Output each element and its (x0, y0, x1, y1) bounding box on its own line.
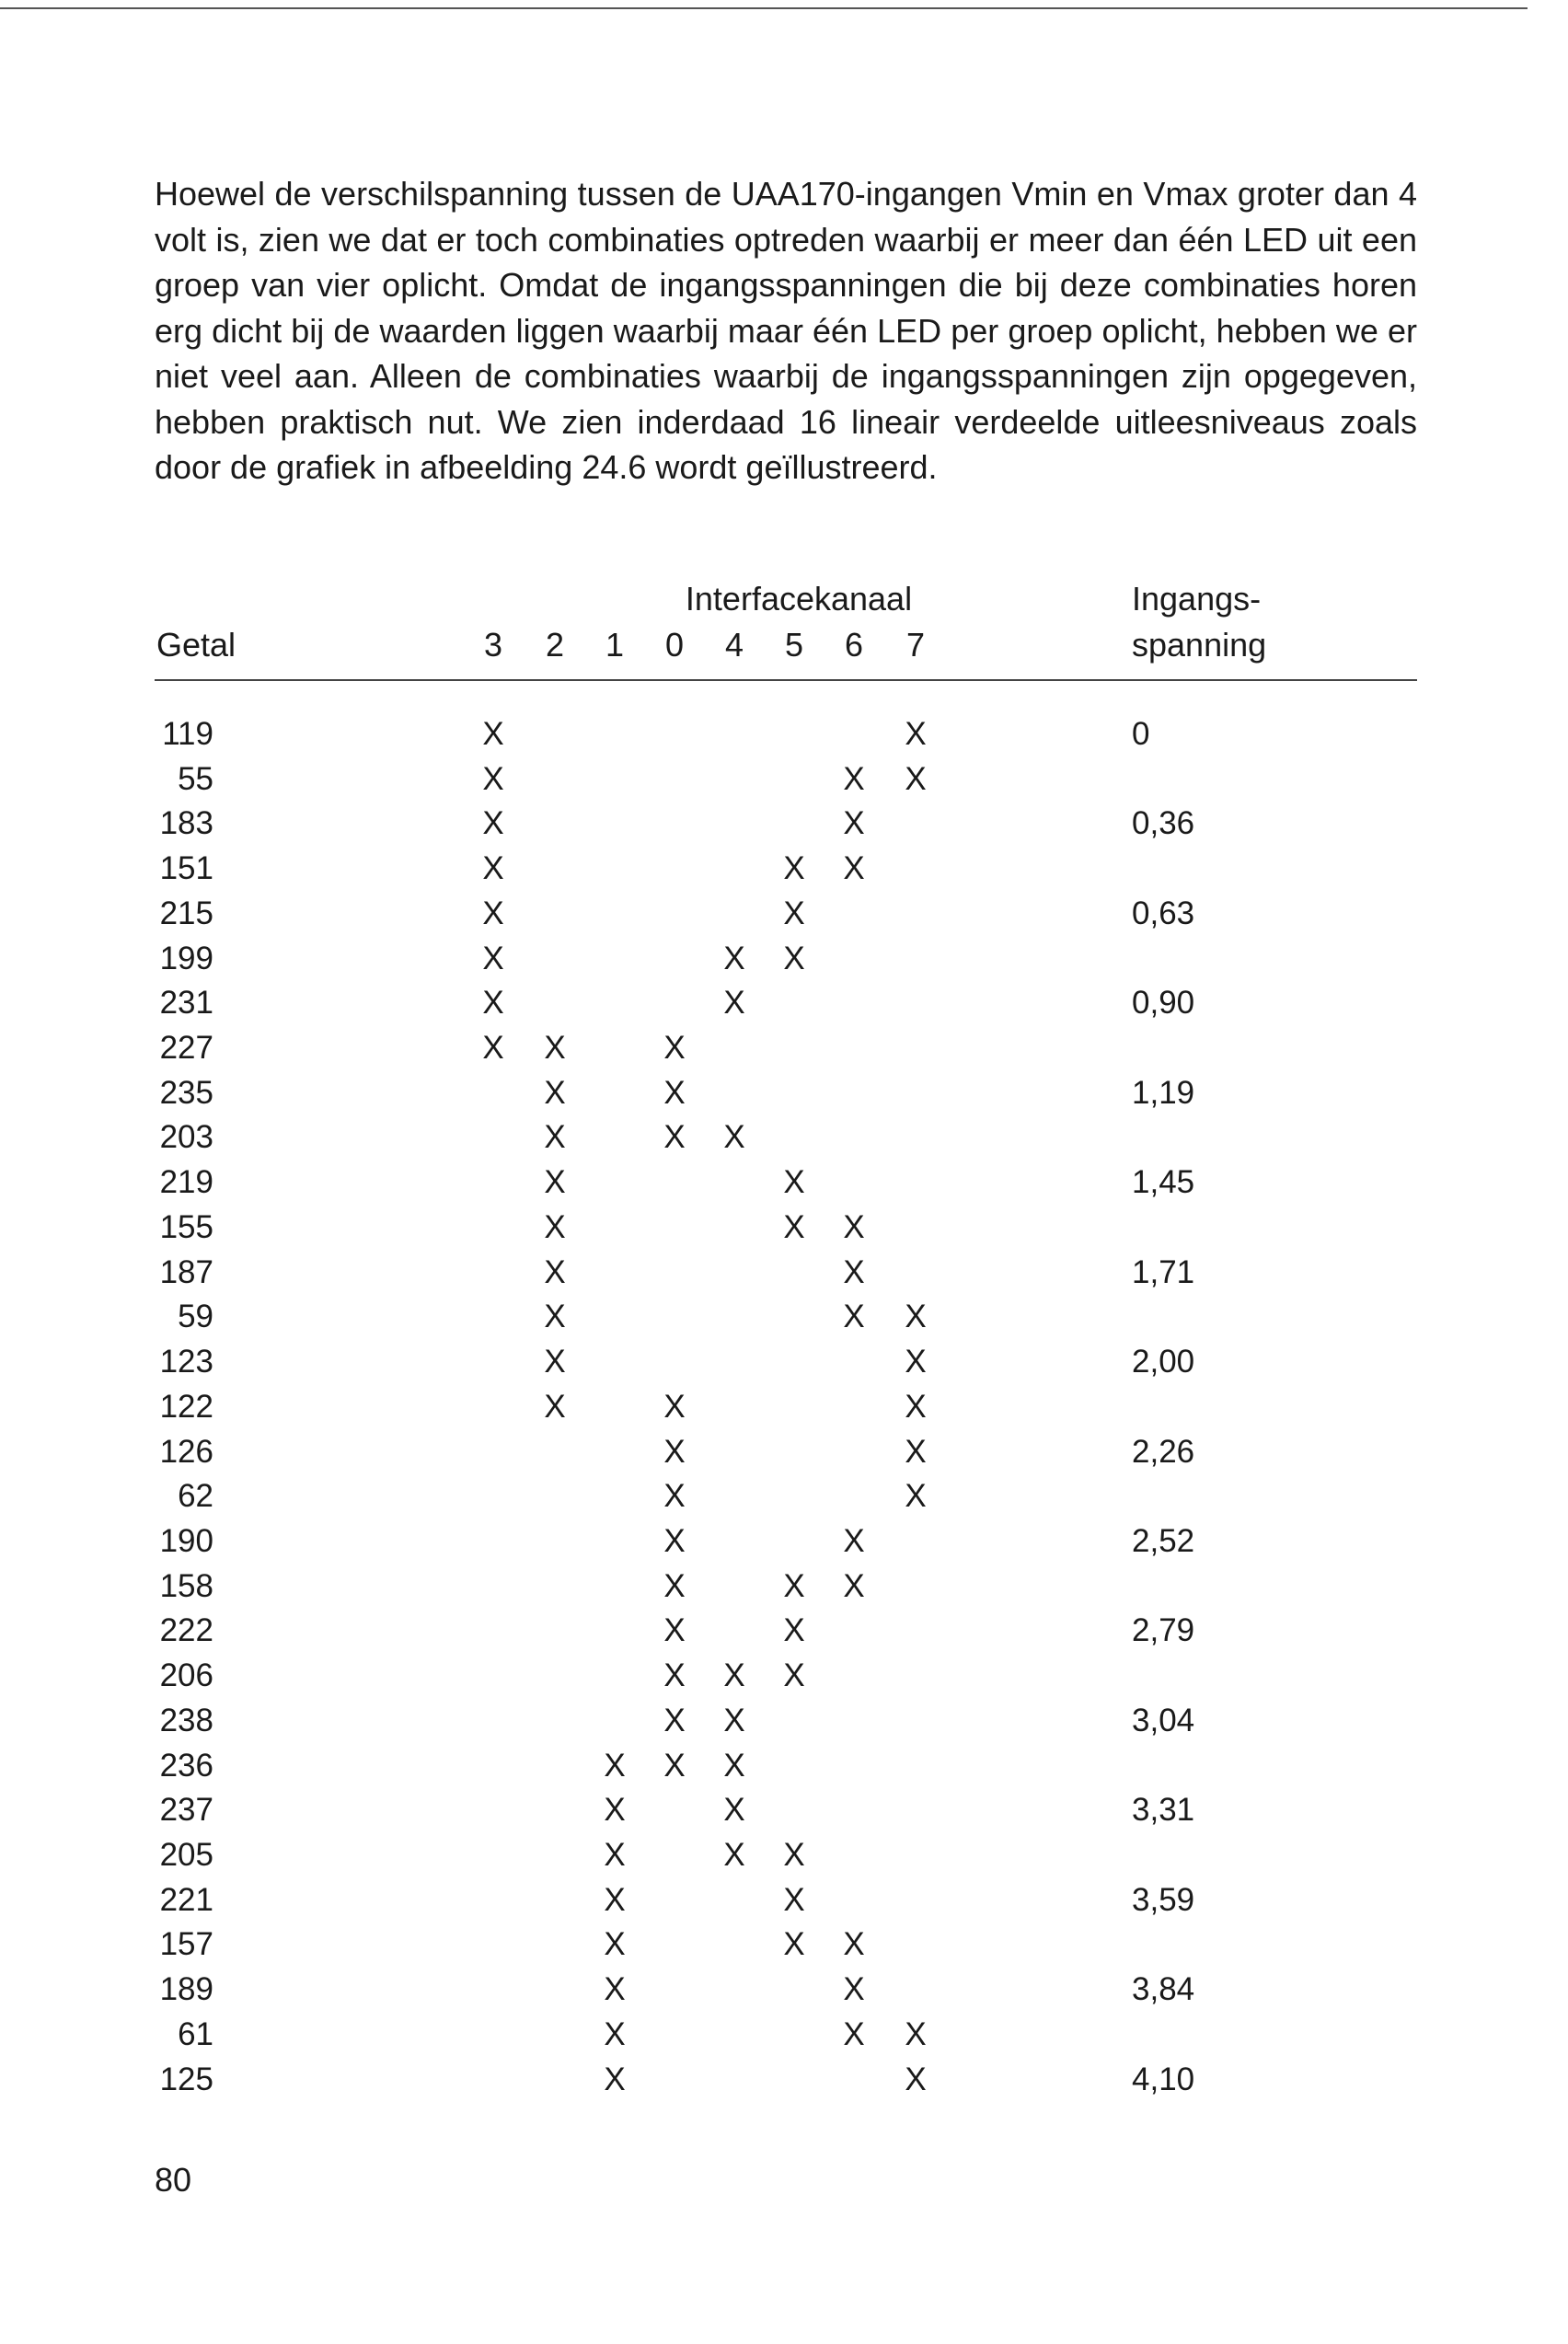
channel-mark: X (905, 716, 927, 752)
table-body (155, 712, 1417, 2102)
getal-cell: 183 (159, 805, 213, 842)
channel-mark: X (723, 1836, 745, 1873)
channel-mark: X (663, 1702, 686, 1738)
voltage-cell: 0,36 (1132, 805, 1195, 842)
channel-mark: X (905, 1478, 927, 1515)
table-row (155, 1340, 1417, 1385)
channel-mark: X (544, 1119, 566, 1156)
column-header-row (155, 624, 1417, 666)
channel-mark: X (544, 1253, 566, 1290)
body-paragraph: Hoewel de verschilspanning tussen de UAA170-ingangen Vmin en Vmax groter dan 4 volt is, zien we dat er toch combinaties optreden waarbij er meer dan één LED uit een groep van vier oplicht. Omdat de ingangsspanningen die bij deze combinaties horen erg dicht bij de waarden liggen waarbij maar één LED per groep oplicht, hebben we er niet veel aan. Alleen de combinaties waarbij de ingangsspanningen zijn opgegeven, hebben praktisch nut. We zien inderdaad 16 lineair verdeelde uitleesniveaus zoals door de grafiek in afbeelding 24.6 wordt geïllustreerd. (155, 175, 1417, 486)
channel-mark: X (843, 1253, 865, 1290)
channel-mark: X (544, 1344, 566, 1380)
getal-cell: 235 (159, 1074, 213, 1111)
channel-header: 7 (905, 626, 926, 664)
table-rule (155, 679, 1417, 681)
channel-mark: X (663, 1119, 686, 1156)
channel-header: 4 (724, 626, 744, 664)
channel-mark: X (604, 1881, 626, 1918)
getal-cell: 231 (159, 985, 213, 1022)
channel-header: 2 (545, 626, 565, 664)
channel-mark: X (604, 2061, 626, 2097)
channel-mark: X (783, 1881, 805, 1918)
channel-mark: X (544, 1074, 566, 1111)
table-row (155, 1878, 1417, 1923)
channel-mark: X (482, 1030, 504, 1067)
table-row (155, 2058, 1417, 2103)
voltage-cell: 4,10 (1132, 2061, 1195, 2097)
getal-cell: 157 (159, 1926, 213, 1963)
table-row (155, 1160, 1417, 1206)
channel-mark: X (544, 1208, 566, 1245)
channel-header: 3 (483, 626, 503, 664)
table-row (155, 1115, 1417, 1160)
table-row (155, 757, 1417, 803)
channel-mark: X (604, 1971, 626, 2008)
voltage-cell: 2,00 (1132, 1344, 1195, 1380)
table-row (155, 1788, 1417, 1833)
channel-mark: X (783, 1836, 805, 1873)
channel-mark: X (604, 2015, 626, 2052)
channel-mark: X (663, 1567, 686, 1604)
channel-header: 6 (844, 626, 864, 664)
getal-cell: 61 (178, 2015, 213, 2052)
channel-mark: X (905, 1299, 927, 1335)
channel-mark: X (663, 1388, 686, 1425)
channel-mark: X (905, 760, 927, 797)
channel-mark: X (544, 1388, 566, 1425)
getal-cell: 55 (178, 760, 213, 797)
channel-mark: X (843, 850, 865, 887)
getal-cell: 158 (159, 1567, 213, 1604)
channel-mark: X (482, 716, 504, 752)
channel-mark: X (843, 1208, 865, 1245)
table-row (155, 1699, 1417, 1744)
getal-cell: 126 (159, 1433, 213, 1470)
getal-cell: 238 (159, 1702, 213, 1738)
getal-cell: 199 (159, 940, 213, 976)
table-row (155, 1519, 1417, 1565)
table-row (155, 1251, 1417, 1296)
getal-cell: 62 (178, 1478, 213, 1515)
channel-mark: X (905, 1433, 927, 1470)
channel-mark: X (482, 895, 504, 931)
voltage-cell: 2,79 (1132, 1612, 1195, 1649)
getal-cell: 151 (159, 850, 213, 887)
getal-cell: 187 (159, 1253, 213, 1290)
table-row (155, 2013, 1417, 2058)
table-row (155, 712, 1417, 757)
table-row (155, 1654, 1417, 1699)
table-row (155, 1206, 1417, 1251)
channel-mark: X (783, 1612, 805, 1649)
channel-mark: X (544, 1164, 566, 1201)
voltage-cell: 1,45 (1132, 1164, 1195, 1201)
getal-cell: 219 (159, 1164, 213, 1201)
voltage-cell: 2,26 (1132, 1433, 1195, 1470)
voltage-header-line1: Ingangs- (1132, 580, 1262, 618)
table-row (155, 1026, 1417, 1071)
getal-cell: 122 (159, 1388, 213, 1425)
channel-mark: X (482, 985, 504, 1022)
table-row (155, 1744, 1417, 1789)
voltage-cell: 0 (1132, 716, 1150, 752)
channel-mark: X (663, 1747, 686, 1784)
getal-cell: 236 (159, 1747, 213, 1784)
voltage-header-line2: spanning (1132, 626, 1267, 664)
channel-mark: X (783, 850, 805, 887)
channel-mark: X (723, 1657, 745, 1694)
channel-mark: X (783, 895, 805, 931)
table-row (155, 1609, 1417, 1654)
channel-mark: X (783, 1926, 805, 1963)
channel-mark: X (905, 2061, 927, 2097)
channel-mark: X (723, 940, 745, 976)
channel-mark: X (783, 1164, 805, 1201)
voltage-cell: 0,63 (1132, 895, 1195, 931)
voltage-cell: 0,90 (1132, 985, 1195, 1022)
voltage-cell: 1,19 (1132, 1074, 1195, 1111)
channel-mark: X (843, 2015, 865, 2052)
channel-mark: X (843, 805, 865, 842)
table-row (155, 1474, 1417, 1519)
channel-mark: X (843, 1299, 865, 1335)
channel-mark: X (663, 1074, 686, 1111)
getal-header: Getal (156, 626, 236, 664)
channel-mark: X (905, 2015, 927, 2052)
channel-mark: X (905, 1344, 927, 1380)
channel-mark: X (723, 1119, 745, 1156)
channel-mark: X (544, 1299, 566, 1335)
channel-mark: X (482, 805, 504, 842)
channel-header: 1 (605, 626, 625, 664)
channel-header: 5 (784, 626, 804, 664)
channel-mark: X (604, 1792, 626, 1829)
table-row (155, 847, 1417, 892)
channel-mark: X (663, 1522, 686, 1559)
table-row (155, 892, 1417, 937)
table-row (155, 937, 1417, 982)
channel-mark: X (663, 1612, 686, 1649)
channel-mark: X (482, 940, 504, 976)
channel-mark: X (783, 1567, 805, 1604)
getal-cell: 155 (159, 1208, 213, 1245)
channel-mark: X (663, 1030, 686, 1067)
table-row (155, 1968, 1417, 2013)
table-row (155, 1071, 1417, 1116)
channel-mark: X (843, 1926, 865, 1963)
getal-cell: 206 (159, 1657, 213, 1694)
channel-mark: X (905, 1388, 927, 1425)
channel-mark: X (604, 1836, 626, 1873)
channel-mark: X (843, 1567, 865, 1604)
channel-mark: X (604, 1747, 626, 1784)
table-row (155, 1833, 1417, 1878)
table-row (155, 981, 1417, 1026)
voltage-cell: 3,84 (1132, 1971, 1195, 2008)
page-number: 80 (155, 2161, 192, 2199)
channel-mark: X (783, 1208, 805, 1245)
getal-cell: 205 (159, 1836, 213, 1873)
channel-mark: X (783, 1657, 805, 1694)
table-row (155, 1295, 1417, 1340)
voltage-cell: 3,31 (1132, 1792, 1195, 1829)
getal-cell: 222 (159, 1612, 213, 1649)
table-row (155, 1565, 1417, 1610)
channel-mark: X (723, 1747, 745, 1784)
channel-mark: X (723, 985, 745, 1022)
channel-mark: X (604, 1926, 626, 1963)
getal-cell: 123 (159, 1344, 213, 1380)
channel-mark: X (482, 760, 504, 797)
channel-mark: X (663, 1478, 686, 1515)
voltage-cell: 2,52 (1132, 1522, 1195, 1559)
table-row (155, 1923, 1417, 1968)
getal-cell: 190 (159, 1522, 213, 1559)
table-row (155, 1385, 1417, 1430)
channel-mark: X (843, 1971, 865, 2008)
channel-mark: X (723, 1702, 745, 1738)
voltage-cell: 3,59 (1132, 1881, 1195, 1918)
channel-mark: X (544, 1030, 566, 1067)
top-rule (0, 7, 1528, 9)
getal-cell: 215 (159, 895, 213, 931)
channel-mark: X (723, 1792, 745, 1829)
table-row (155, 1430, 1417, 1475)
group-header: Interfacekanaal (685, 580, 913, 618)
voltage-cell: 3,04 (1132, 1702, 1195, 1738)
channel-mark: X (843, 1522, 865, 1559)
channel-header: 0 (664, 626, 685, 664)
getal-cell: 227 (159, 1030, 213, 1067)
getal-cell: 189 (159, 1971, 213, 2008)
getal-cell: 237 (159, 1792, 213, 1829)
channel-mark: X (663, 1433, 686, 1470)
getal-cell: 125 (159, 2061, 213, 2097)
getal-cell: 221 (159, 1881, 213, 1918)
channel-mark: X (783, 940, 805, 976)
getal-cell: 59 (178, 1299, 213, 1335)
channel-mark: X (663, 1657, 686, 1694)
getal-cell: 203 (159, 1119, 213, 1156)
channel-mark: X (482, 850, 504, 887)
voltage-cell: 1,71 (1132, 1253, 1195, 1290)
table-row (155, 802, 1417, 847)
getal-cell: 119 (162, 716, 213, 752)
channel-mark: X (843, 760, 865, 797)
